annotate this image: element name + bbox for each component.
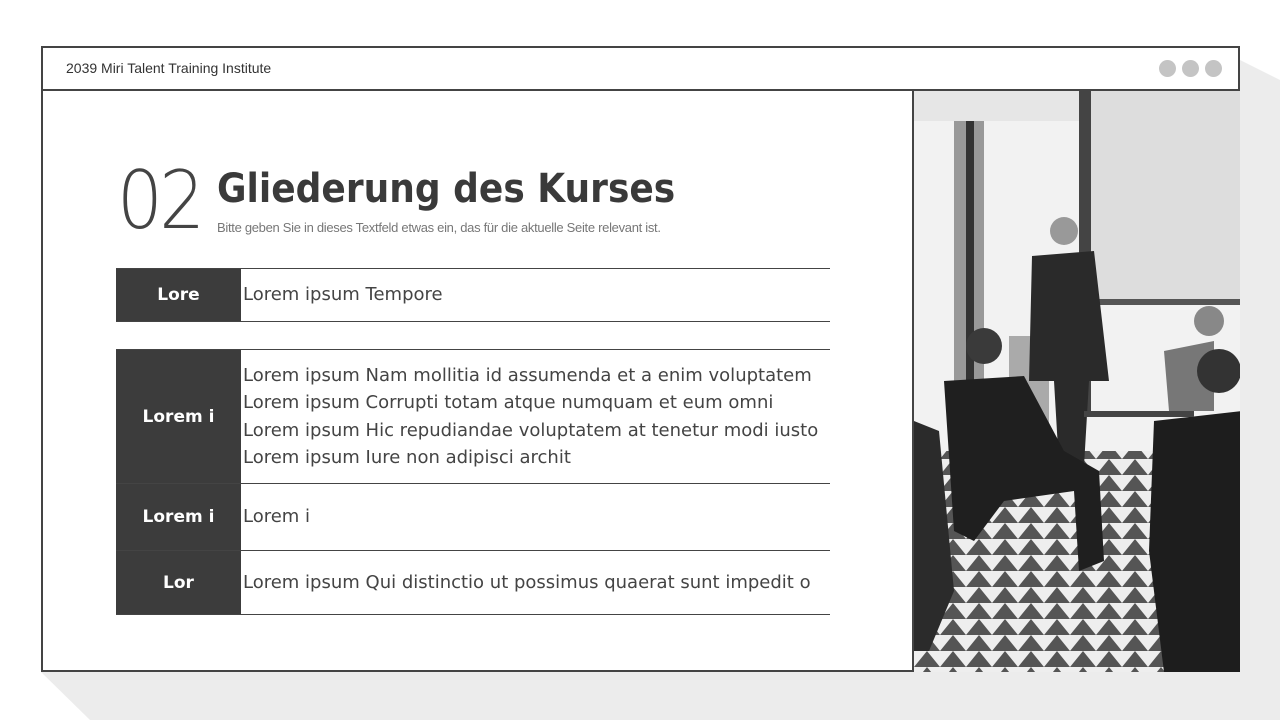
table-row — [116, 350, 830, 483]
table-row — [116, 483, 830, 550]
table-row — [116, 550, 830, 614]
section-number: 02 — [117, 154, 202, 247]
row-text: Lorem ipsum Qui distinctio ut possimus quaerat sunt impedit o — [243, 571, 811, 593]
row-label: Lorem i — [116, 350, 241, 483]
slide-window — [41, 46, 1240, 672]
dot-icon[interactable] — [1159, 60, 1176, 77]
seminar-photo — [912, 91, 1240, 672]
row-label: Lor — [116, 551, 241, 614]
row-text: Lorem i — [243, 506, 311, 528]
header-title: 2039 Miri Talent Training Institute — [66, 60, 272, 76]
dot-icon[interactable] — [1205, 60, 1222, 77]
table-row — [116, 269, 830, 321]
window-header — [43, 48, 1238, 91]
dot-icon[interactable] — [1182, 60, 1199, 77]
row-text: Lorem ipsum Hic repudiandae voluptatem at tenetur modi iusto — [243, 419, 819, 441]
row-text: Lorem ipsum Iure non adipisci archit — [243, 447, 571, 468]
page-title: Gliederung des Kurses — [217, 166, 676, 212]
row-text: Lorem ipsum Corrupti totam atque numquam et eum omni — [243, 392, 774, 413]
row-text: Lorem ipsum Nam mollitia id assumenda et a enim voluptatem — [243, 364, 812, 386]
window-controls — [1159, 60, 1222, 77]
row-text: Lorem ipsum Tempore — [243, 284, 443, 306]
outline-table-top — [116, 268, 830, 322]
outline-table — [116, 349, 830, 615]
row-label: Lore — [116, 269, 241, 321]
row-label: Lorem i — [116, 484, 241, 550]
page-subtitle: Bitte geben Sie in dieses Textfeld etwas ein, das für die aktuelle Seite relevant ist. — [217, 220, 661, 235]
